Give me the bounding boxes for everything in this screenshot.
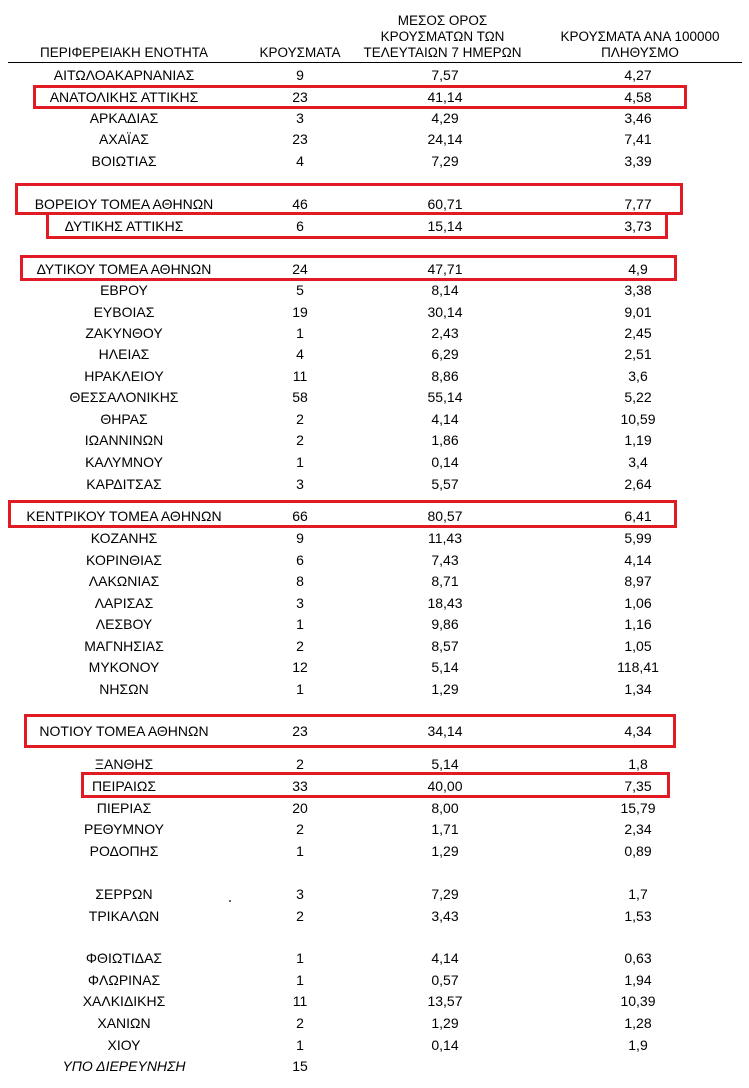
cell-region: ΠΕΙΡΑΙΩΣ bbox=[92, 778, 156, 794]
table-row bbox=[0, 528, 749, 548]
cell-cases: 1 bbox=[296, 843, 304, 859]
cell-avg7: 1,29 bbox=[431, 843, 459, 859]
cell-cases: 23 bbox=[292, 89, 308, 105]
cell-per100k: 5,99 bbox=[624, 530, 652, 546]
cell-avg7: 7,29 bbox=[431, 886, 459, 902]
cell-cases: 1 bbox=[296, 1037, 304, 1053]
cell-region: ΒΟΡΕΙΟΥ ΤΟΜΕΑ ΑΘΗΝΩΝ bbox=[34, 196, 214, 212]
cell-per100k: 6,41 bbox=[624, 508, 652, 524]
cell-per100k: 7,41 bbox=[624, 131, 652, 147]
cell-avg7: 8,71 bbox=[431, 573, 459, 589]
table-row bbox=[0, 302, 749, 322]
cell-cases: 8 bbox=[296, 573, 304, 589]
cell-avg7: 4,29 bbox=[431, 110, 459, 126]
table-row bbox=[0, 636, 749, 656]
cell-cases: 4 bbox=[296, 346, 304, 362]
cell-region: ΚΟΖΑΝΗΣ bbox=[90, 530, 158, 546]
cell-region: ΔΥΤΙΚΗΣ ΑΤΤΙΚΗΣ bbox=[64, 218, 184, 234]
cell-per100k: 2,64 bbox=[624, 476, 652, 492]
cell-per100k: 2,34 bbox=[624, 821, 652, 837]
cell-avg7: 18,43 bbox=[427, 595, 463, 611]
cell-cases: 5 bbox=[296, 282, 304, 298]
table-row bbox=[0, 151, 749, 171]
cell-avg7: 13,57 bbox=[427, 993, 463, 1009]
cell-cases: 1 bbox=[296, 325, 304, 341]
cell-cases: 2 bbox=[296, 821, 304, 837]
cell-cases: 11 bbox=[292, 368, 308, 384]
cell-per100k: 1,19 bbox=[624, 432, 652, 448]
cell-per100k: 4,58 bbox=[624, 89, 652, 105]
cell-per100k: 118,41 bbox=[617, 659, 659, 675]
cell-per100k: 4,34 bbox=[624, 723, 652, 739]
table-row bbox=[0, 344, 749, 364]
cell-cases: 12 bbox=[292, 659, 308, 675]
cell-avg7: 4,14 bbox=[431, 411, 459, 427]
cell-region: ΚΟΡΙΝΘΙΑΣ bbox=[86, 552, 162, 568]
cell-avg7: 40,00 bbox=[427, 778, 463, 794]
cell-per100k: 4,9 bbox=[628, 261, 648, 277]
cell-per100k: 3,38 bbox=[624, 282, 652, 298]
cell-per100k: 4,14 bbox=[624, 552, 652, 568]
cell-per100k: 1,9 bbox=[628, 1037, 648, 1053]
cell-cases: 1 bbox=[296, 972, 304, 988]
cell-cases: 2 bbox=[296, 638, 304, 654]
cell-cases: 1 bbox=[296, 950, 304, 966]
cell-per100k: 3,46 bbox=[624, 110, 652, 126]
table-row bbox=[0, 721, 749, 741]
cell-cases: 3 bbox=[296, 110, 304, 126]
cell-region: ΛΕΣΒΟΥ bbox=[95, 616, 153, 632]
cell-avg7: 0,14 bbox=[431, 1037, 459, 1053]
cell-cases: 33 bbox=[292, 778, 308, 794]
table-row bbox=[0, 906, 749, 926]
table-row bbox=[0, 87, 749, 107]
cell-region: ΧΑΛΚΙΔΙΚΗΣ bbox=[82, 993, 166, 1009]
table-row bbox=[0, 129, 749, 149]
cell-avg7: 5,14 bbox=[431, 659, 459, 675]
cell-region: ΥΠΟ ΔΙΕΡΕΥΝΗΣΗ bbox=[62, 1058, 186, 1074]
cell-per100k: 7,77 bbox=[624, 196, 652, 212]
cell-per100k: 2,51 bbox=[624, 346, 652, 362]
cell-avg7: 0,57 bbox=[431, 972, 459, 988]
cell-region: ΤΡΙΚΑΛΩΝ bbox=[88, 908, 160, 924]
table-row bbox=[0, 259, 749, 279]
header-avg7: ΜΕΣΟΣ ΟΡΟΣ ΚΡΟΥΣΜΑΤΩΝ ΤΩΝ ΤΕΛΕΥΤΑΙΩΝ 7 ΗΜΕΡΩΝ bbox=[363, 13, 522, 60]
cell-avg7: 1,29 bbox=[431, 681, 459, 697]
cell-cases: 2 bbox=[296, 1015, 304, 1031]
cell-region: ΘΕΣΣΑΛΟΝΙΚΗΣ bbox=[69, 389, 179, 405]
cell-per100k: 1,34 bbox=[624, 681, 652, 697]
header-divider bbox=[8, 62, 742, 63]
cell-avg7: 34,14 bbox=[427, 723, 463, 739]
table-row bbox=[0, 571, 749, 591]
cell-region: ΔΥΤΙΚΟΥ ΤΟΜΕΑ ΑΘΗΝΩΝ bbox=[36, 261, 212, 277]
cell-avg7: 11,43 bbox=[428, 530, 462, 546]
cell-per100k: 3,6 bbox=[628, 368, 648, 384]
cell-cases: 2 bbox=[296, 432, 304, 448]
cell-per100k: 1,28 bbox=[624, 1015, 652, 1031]
table-row bbox=[0, 970, 749, 990]
cell-per100k: 1,7 bbox=[628, 886, 648, 902]
cell-region: ΒΟΙΩΤΙΑΣ bbox=[91, 153, 157, 169]
cell-region: ΗΡΑΚΛΕΙΟΥ bbox=[84, 368, 164, 384]
cell-region: ΡΕΘΥΜΝΟΥ bbox=[83, 821, 164, 837]
cell-region: ΧΙΟΥ bbox=[107, 1037, 141, 1053]
cell-per100k: 10,59 bbox=[620, 411, 656, 427]
table-row bbox=[0, 194, 749, 214]
cell-region: ΛΑΚΩΝΙΑΣ bbox=[88, 573, 160, 589]
cell-region: ΝΗΣΩΝ bbox=[99, 681, 149, 697]
cell-avg7: 8,86 bbox=[431, 368, 459, 384]
stray-dot bbox=[229, 900, 231, 902]
cell-per100k: 2,45 bbox=[624, 325, 652, 341]
cell-cases: 1 bbox=[296, 681, 304, 697]
cell-per100k: 3,39 bbox=[624, 153, 652, 169]
cell-cases: 2 bbox=[296, 908, 304, 924]
cell-avg7: 60,71 bbox=[427, 196, 463, 212]
cell-cases: 46 bbox=[292, 196, 308, 212]
cell-cases: 2 bbox=[296, 411, 304, 427]
table-row bbox=[0, 819, 749, 839]
header-region: ΠΕΡΙΦΕΡΕΙΑΚΗ ΕΝΟΤΗΤΑ bbox=[39, 45, 209, 60]
cell-per100k: 7,35 bbox=[624, 778, 652, 794]
cell-region: ΑΡΚΑΔΙΑΣ bbox=[89, 110, 159, 126]
cell-avg7: 0,14 bbox=[431, 454, 459, 470]
cell-per100k: 0,63 bbox=[624, 950, 652, 966]
table-row bbox=[0, 65, 749, 85]
cell-cases: 6 bbox=[296, 552, 304, 568]
cell-region: ΕΥΒΟΙΑΣ bbox=[93, 304, 155, 320]
cell-per100k: 8,97 bbox=[624, 573, 652, 589]
cell-per100k: 5,22 bbox=[624, 389, 652, 405]
cell-cases: 9 bbox=[296, 67, 304, 83]
cell-avg7: 8,57 bbox=[431, 638, 459, 654]
cell-region: ΚΑΡΔΙΤΣΑΣ bbox=[86, 476, 162, 492]
cell-avg7: 5,57 bbox=[431, 476, 459, 492]
header-cases: ΚΡΟΥΣΜΑΤΑ bbox=[259, 45, 341, 60]
cell-avg7: 7,57 bbox=[431, 67, 459, 83]
cell-avg7: 8,00 bbox=[431, 800, 459, 816]
cell-avg7: 55,14 bbox=[427, 389, 463, 405]
table-row bbox=[0, 884, 749, 904]
cell-cases: 4 bbox=[296, 153, 304, 169]
cell-avg7: 24,14 bbox=[427, 131, 463, 147]
cell-cases: 3 bbox=[296, 476, 304, 492]
cell-cases: 24 bbox=[292, 261, 308, 277]
cell-per100k: 1,05 bbox=[624, 638, 652, 654]
table-row bbox=[0, 991, 749, 1011]
table-row bbox=[0, 108, 749, 128]
cell-avg7: 47,71 bbox=[427, 261, 463, 277]
cell-per100k: 15,79 bbox=[620, 800, 656, 816]
table-row bbox=[0, 614, 749, 634]
table-row bbox=[0, 1035, 749, 1055]
cell-avg7: 8,14 bbox=[431, 282, 459, 298]
table-row bbox=[0, 1056, 749, 1076]
cell-avg7: 3,43 bbox=[431, 908, 459, 924]
cell-avg7: 9,86 bbox=[431, 616, 459, 632]
cell-cases: 9 bbox=[296, 530, 304, 546]
cell-cases: 11 bbox=[292, 993, 308, 1009]
cell-region: ΦΛΩΡΙΝΑΣ bbox=[87, 972, 161, 988]
cell-cases: 19 bbox=[292, 304, 308, 320]
table-row bbox=[0, 387, 749, 407]
cell-cases: 23 bbox=[292, 131, 308, 147]
cell-per100k: 10,39 bbox=[620, 993, 656, 1009]
table-row bbox=[0, 798, 749, 818]
table-row bbox=[0, 776, 749, 796]
cell-cases: 6 bbox=[296, 218, 304, 234]
cell-avg7: 2,43 bbox=[431, 325, 459, 341]
cell-avg7: 1,71 bbox=[431, 821, 459, 837]
cell-region: ΕΒΡΟΥ bbox=[100, 282, 148, 298]
cell-region: ΑΧΑΪΑΣ bbox=[99, 131, 149, 147]
cell-region: ΚΕΝΤΡΙΚΟΥ ΤΟΜΕΑ ΑΘΗΝΩΝ bbox=[26, 508, 222, 524]
cell-region: ΑΝΑΤΟΛΙΚΗΣ ΑΤΤΙΚΗΣ bbox=[49, 89, 199, 105]
cell-avg7: 1,29 bbox=[431, 1015, 459, 1031]
cell-per100k: 0,89 bbox=[624, 843, 652, 859]
cell-cases: 3 bbox=[296, 886, 304, 902]
cell-region: ΧΑΝΙΩΝ bbox=[97, 1015, 151, 1031]
cell-region: ΛΑΡΙΣΑΣ bbox=[94, 595, 154, 611]
table-row bbox=[0, 593, 749, 613]
table-row bbox=[0, 550, 749, 570]
cell-cases: 66 bbox=[292, 508, 308, 524]
cell-cases: 1 bbox=[296, 616, 304, 632]
cell-region: ΠΙΕΡΙΑΣ bbox=[96, 800, 152, 816]
table-row bbox=[0, 474, 749, 494]
cell-region: ΞΑΝΘΗΣ bbox=[94, 756, 154, 772]
cell-region: ΚΑΛΥΜΝΟΥ bbox=[85, 454, 163, 470]
cell-region: ΜΥΚΟΝΟΥ bbox=[88, 659, 160, 675]
cell-avg7: 6,29 bbox=[431, 346, 459, 362]
cell-per100k: 9,01 bbox=[624, 304, 652, 320]
header-per100k: ΚΡΟΥΣΜΑΤΑ ΑΝΑ 100000 ΠΛΗΘΥΣΜΟ bbox=[560, 29, 720, 60]
cell-avg7: 5,14 bbox=[431, 756, 459, 772]
table-row bbox=[0, 430, 749, 450]
cell-per100k: 1,8 bbox=[628, 756, 648, 772]
table-row bbox=[0, 657, 749, 677]
cell-cases: 1 bbox=[296, 454, 304, 470]
cell-avg7: 15,14 bbox=[427, 218, 463, 234]
cell-region: ΡΟΔΟΠΗΣ bbox=[89, 843, 159, 859]
cell-region: ΜΑΓΝΗΣΙΑΣ bbox=[84, 638, 164, 654]
table-row bbox=[0, 366, 749, 386]
cell-avg7: 7,29 bbox=[431, 153, 459, 169]
table-row bbox=[0, 452, 749, 472]
cell-cases: 23 bbox=[292, 723, 308, 739]
cell-per100k: 1,16 bbox=[624, 616, 652, 632]
cell-per100k: 3,73 bbox=[624, 218, 652, 234]
cell-per100k: 1,94 bbox=[624, 972, 652, 988]
table-row bbox=[0, 948, 749, 968]
cell-region: ΖΑΚΥΝΘΟΥ bbox=[85, 325, 163, 341]
table-row bbox=[0, 409, 749, 429]
cell-avg7: 4,14 bbox=[431, 950, 459, 966]
cell-avg7: 80,57 bbox=[427, 508, 463, 524]
cell-per100k: 4,27 bbox=[624, 67, 652, 83]
cell-cases: 20 bbox=[292, 800, 308, 816]
cell-region: ΝΟΤΙΟΥ ΤΟΜΕΑ ΑΘΗΝΩΝ bbox=[39, 723, 209, 739]
table-row bbox=[0, 280, 749, 300]
cell-cases: 3 bbox=[296, 595, 304, 611]
cell-per100k: 1,53 bbox=[624, 908, 652, 924]
cell-cases: 58 bbox=[292, 389, 308, 405]
cell-region: ΑΙΤΩΛΟΑΚΑΡΝΑΝΙΑΣ bbox=[53, 67, 195, 83]
cell-avg7: 7,43 bbox=[431, 552, 459, 568]
cell-region: ΘΗΡΑΣ bbox=[100, 411, 148, 427]
cell-per100k: 3,4 bbox=[628, 454, 648, 470]
cell-region: ΣΕΡΡΩΝ bbox=[95, 886, 153, 902]
table-row bbox=[0, 323, 749, 343]
cell-avg7: 41,14 bbox=[427, 89, 463, 105]
cell-region: ΗΛΕΙΑΣ bbox=[98, 346, 150, 362]
table-row bbox=[0, 679, 749, 699]
table-row bbox=[0, 506, 749, 526]
table-row bbox=[0, 841, 749, 861]
cell-region: ΦΘΙΩΤΙΔΑΣ bbox=[85, 950, 163, 966]
table-row bbox=[0, 754, 749, 774]
table-row bbox=[0, 216, 749, 236]
cell-avg7: 1,86 bbox=[431, 432, 459, 448]
cell-avg7: 30,14 bbox=[427, 304, 463, 320]
table-row bbox=[0, 1013, 749, 1033]
cell-cases: 2 bbox=[296, 756, 304, 772]
cell-region: ΙΩΑΝΝΙΝΩΝ bbox=[84, 432, 164, 448]
cell-per100k: 1,06 bbox=[624, 595, 652, 611]
cell-cases: 15 bbox=[292, 1058, 308, 1074]
